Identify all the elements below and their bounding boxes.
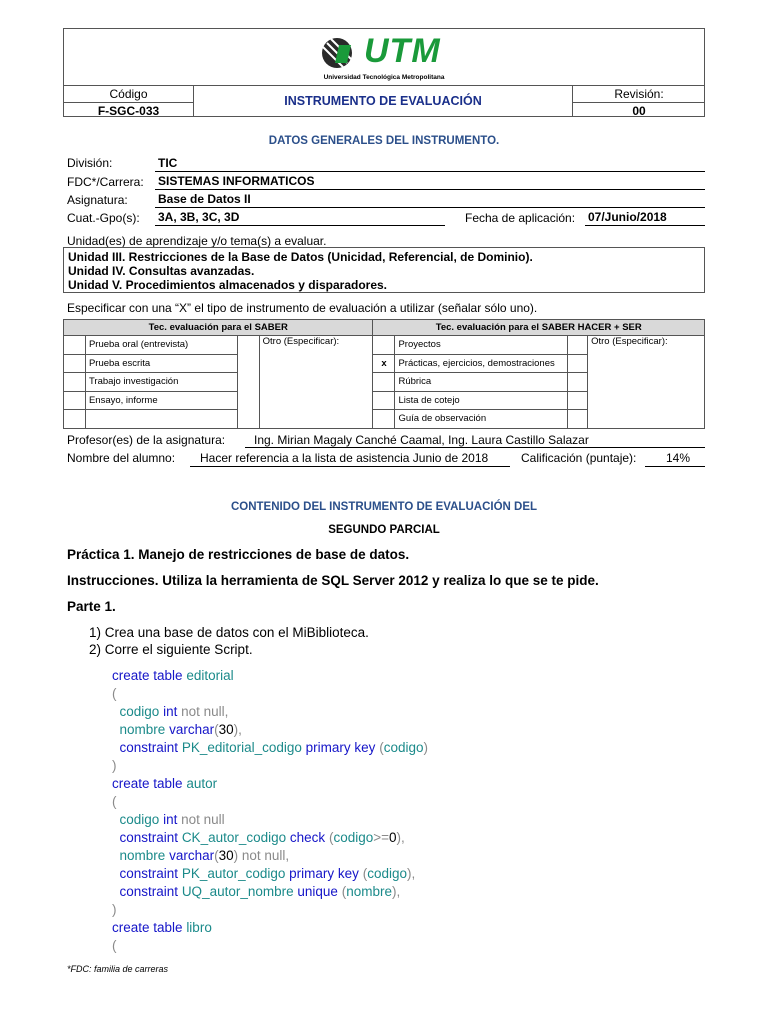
- especificar-text: Especificar con una “X” el tipo de instrumento de evaluación a utilizar (señalar sólo uno).: [67, 301, 538, 315]
- hacer-check-5[interactable]: [373, 410, 395, 429]
- saber-header: Tec. evaluación para el SABER: [64, 320, 373, 336]
- codigo-cell: [64, 85, 194, 117]
- contenido-title: CONTENIDO DEL INSTRUMENTO DE EVALUACIÓN DEL: [230, 501, 538, 513]
- asignatura-line: [155, 207, 705, 208]
- code-line: codigo int not null: [119, 812, 225, 827]
- saber-check-3[interactable]: [64, 373, 86, 392]
- hacer-otro-check-4[interactable]: [568, 391, 588, 410]
- step-2: 2) Corre el siguiente Script.: [89, 642, 253, 657]
- unidades-label: Unidad(es) de aprendizaje y/o tema(s) a evaluar.: [67, 234, 327, 248]
- hacer-check-2[interactable]: x: [373, 354, 395, 373]
- saber-otro-label: Otro (Especificar):: [259, 336, 373, 429]
- saber-check-4[interactable]: [64, 391, 86, 410]
- saber-item: Trabajo investigación: [85, 373, 237, 392]
- alumno-label: Nombre del alumno:: [67, 451, 176, 465]
- document-title: INSTRUMENTO DE EVALUACIÓN: [284, 94, 482, 108]
- grupo-line: [155, 225, 445, 226]
- fecha-value: 07/Junio/2018: [588, 210, 667, 224]
- saber-item: Prueba escrita: [85, 354, 237, 373]
- hacer-item: Prácticas, ejercicios, demostraciones: [395, 354, 568, 373]
- grupo-label: Cuat.-Gpo(s):: [67, 211, 140, 225]
- unidad-3: Unidad III. Restricciones de la Base de Datos (Unicidad, Referencial, de Dominio).: [68, 250, 533, 264]
- parcial-title: SEGUNDO PARCIAL: [328, 524, 440, 536]
- code-line: ): [112, 902, 117, 917]
- codigo-label: Código: [109, 87, 148, 101]
- footnote: *FDC: familia de carreras: [67, 964, 169, 974]
- evaluation-table: [63, 319, 705, 429]
- saber-check-2[interactable]: [64, 354, 86, 373]
- saber-check-5[interactable]: [64, 410, 86, 429]
- revision-label: Revisión:: [614, 87, 664, 101]
- carrera-line: [155, 189, 705, 190]
- revision-cell: [572, 85, 705, 117]
- unidad-4: Unidad IV. Consultas avanzadas.: [68, 264, 255, 278]
- hacer-check-3[interactable]: [373, 373, 395, 392]
- code-line: (: [112, 938, 117, 953]
- hacer-otro-label: Otro (Especificar):: [588, 336, 705, 429]
- university-name: Universidad Tecnológica Metropolitana: [323, 74, 445, 81]
- logo-text: UTM: [364, 32, 441, 70]
- sql-script: [112, 667, 428, 955]
- code-line: create table autor: [112, 776, 218, 791]
- hacer-check-4[interactable]: [373, 391, 395, 410]
- saber-item: Ensayo, informe: [85, 391, 237, 410]
- carrera-value: SISTEMAS INFORMATICOS: [158, 174, 315, 188]
- unidad-5: Unidad V. Procedimientos almacenados y disparadores.: [68, 278, 388, 292]
- unidades-box: [63, 247, 705, 293]
- code-line: (: [112, 686, 117, 701]
- calif-label: Calificación (puntaje):: [521, 451, 637, 465]
- code-line: create table editorial: [112, 668, 234, 683]
- code-line: constraint UQ_autor_nombre unique (nombre),: [119, 884, 401, 899]
- step-1: 1) Crea una base de datos con el MiBiblioteca.: [89, 625, 369, 640]
- alumno-value: Hacer referencia a la lista de asistencia Junio de 2018: [200, 451, 489, 465]
- carrera-label: FDC*/Carrera:: [67, 175, 144, 189]
- saber-item: [85, 410, 237, 429]
- code-line: codigo int not null,: [119, 704, 229, 719]
- code-line: nombre varchar(30),: [119, 722, 242, 737]
- asignatura-label: Asignatura:: [67, 193, 128, 207]
- hacer-check-1[interactable]: [373, 336, 395, 355]
- saber-check-1[interactable]: [64, 336, 86, 355]
- hacer-header: Tec. evaluación para el SABER HACER + SER: [373, 320, 705, 336]
- calif-value: 14%: [666, 451, 691, 465]
- hacer-item: Proyectos: [395, 336, 568, 355]
- general-title: DATOS GENERALES DEL INSTRUMENTO.: [268, 135, 500, 147]
- code-line: constraint PK_editorial_codigo primary key (codigo): [119, 740, 428, 755]
- fecha-line: [585, 225, 705, 226]
- codigo-value: F-SGC-033: [64, 102, 193, 118]
- code-line: ): [112, 758, 117, 773]
- division-label: División:: [67, 156, 113, 170]
- hacer-otro-check-3[interactable]: [568, 373, 588, 392]
- grupo-value: 3A, 3B, 3C, 3D: [158, 210, 240, 224]
- hacer-otro-check-5[interactable]: [568, 410, 588, 429]
- fecha-label: Fecha de aplicación:: [465, 211, 576, 225]
- alumno-line: [190, 466, 510, 467]
- hacer-item: Lista de cotejo: [395, 391, 568, 410]
- profesor-label: Profesor(es) de la asignatura:: [67, 433, 226, 447]
- hacer-item: Rúbrica: [395, 373, 568, 392]
- hacer-otro-check-2[interactable]: [568, 354, 588, 373]
- instrucciones: Instrucciones. Utiliza la herramienta de SQL Server 2012 y realiza lo que se te pide.: [67, 573, 599, 588]
- code-line: constraint PK_autor_codigo primary key (codigo),: [119, 866, 416, 881]
- code-line: create table libro: [112, 920, 212, 935]
- revision-value: 00: [573, 102, 705, 118]
- saber-item: Prueba oral (entrevista): [85, 336, 237, 355]
- hacer-otro-check-1[interactable]: [568, 336, 588, 355]
- division-line: [155, 171, 705, 172]
- header-table: [63, 28, 705, 117]
- profesor-value: Ing. Mirian Magaly Canché Caamal, Ing. Laura Castillo Salazar: [254, 433, 589, 447]
- code-line: nombre varchar(30) not null,: [119, 848, 290, 863]
- logo-row: [64, 29, 704, 86]
- code-line: (: [112, 794, 117, 809]
- practica-title: Práctica 1. Manejo de restricciones de base de datos.: [67, 547, 410, 562]
- asignatura-value: Base de Datos II: [158, 192, 251, 206]
- hacer-item: Guía de observación: [395, 410, 568, 429]
- calif-line: [645, 466, 705, 467]
- saber-otro-check[interactable]: [237, 336, 259, 429]
- parte-title: Parte 1.: [67, 599, 116, 614]
- division-value: TIC: [158, 156, 178, 170]
- profesor-line: [245, 447, 705, 448]
- code-line: constraint CK_autor_codigo check (codigo>=0),: [119, 830, 405, 845]
